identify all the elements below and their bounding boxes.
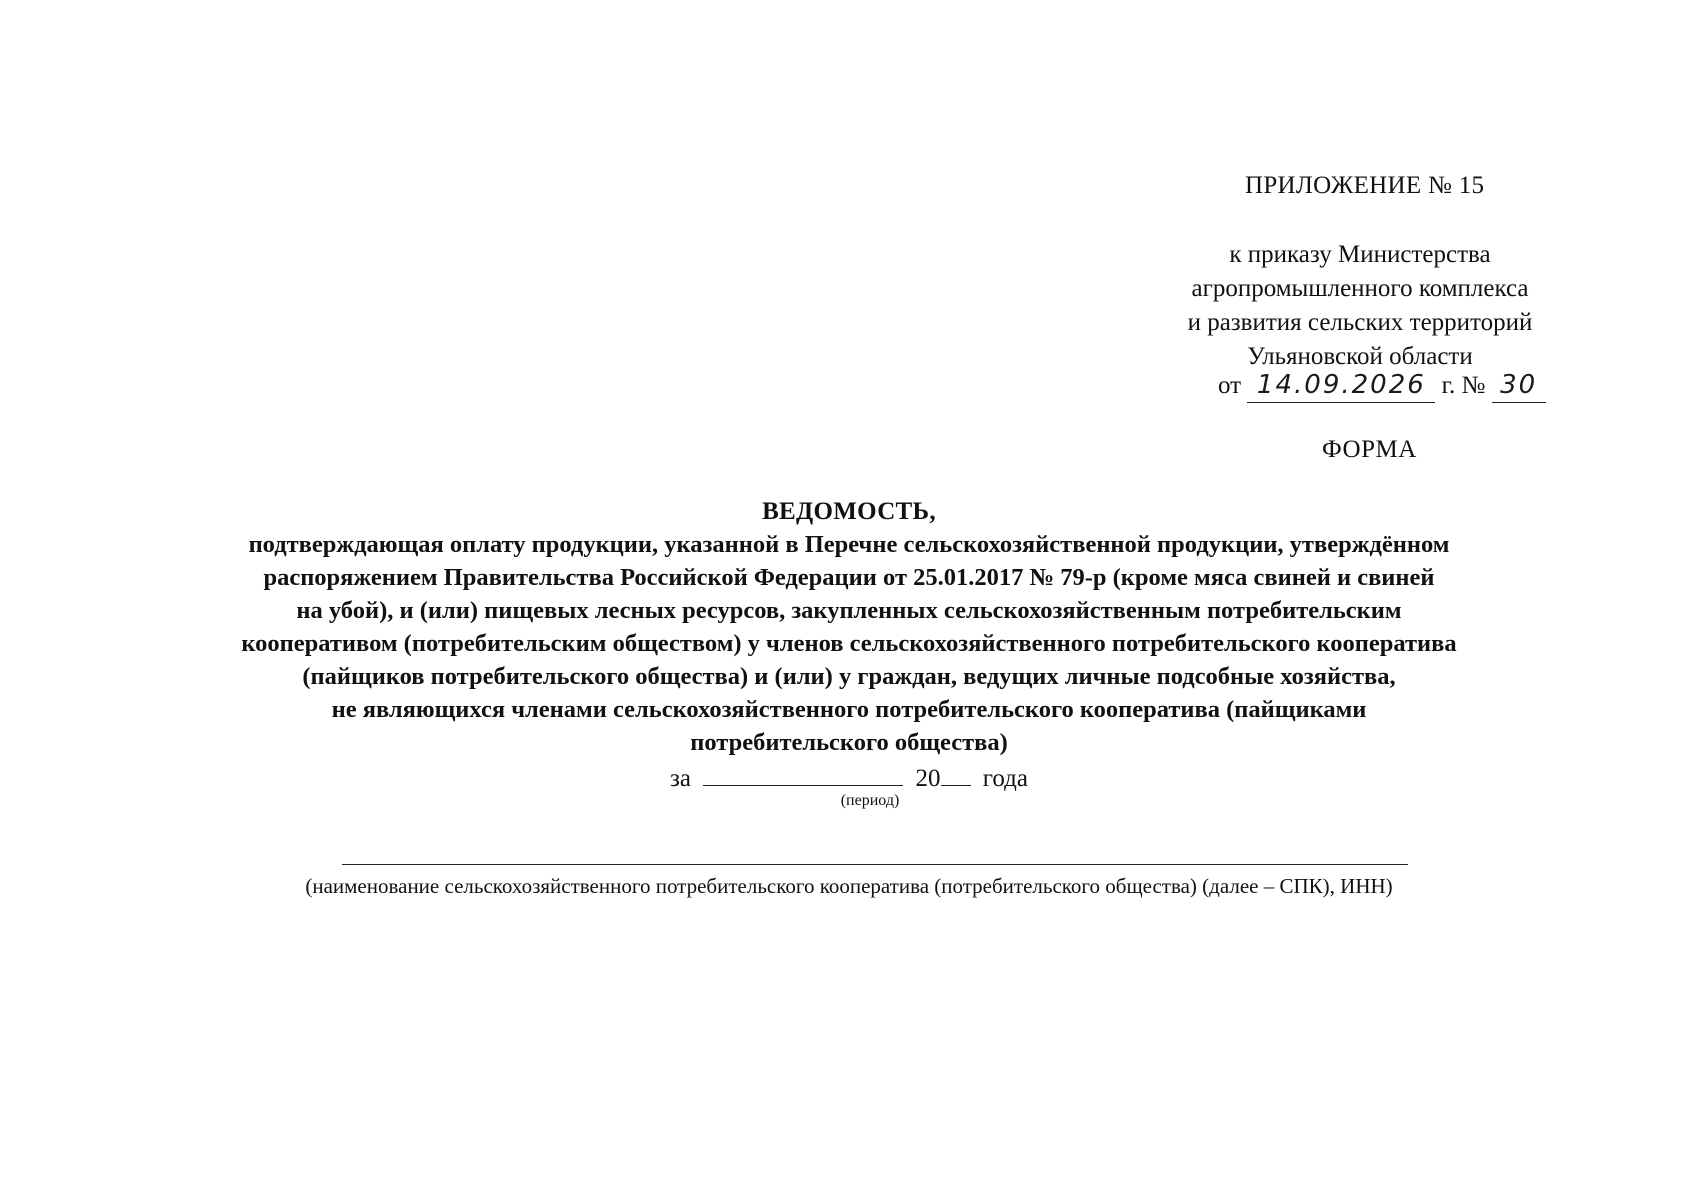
title-line: на убой), и (или) пищевых лесных ресурсов, закупленных сельскохозяйственным потребительским	[296, 597, 1402, 624]
document-title: ВЕДОМОСТЬ,	[762, 498, 936, 525]
organization-caption: (наименование сельскохозяйственного потребительского кооператива (потребительского общества) (далее – СПК), ИНН)	[305, 874, 1393, 898]
order-line: и развития сельских территорий	[1187, 309, 1533, 336]
title-line: распоряжением Правительства Российской Федерации от 25.01.2017 № 79-р (кроме мяса свиней и свиней	[263, 564, 1435, 591]
order-reference	[1150, 238, 1570, 374]
date-year-suffix: г. №	[1441, 372, 1486, 399]
title-line: потребительского общества)	[690, 729, 1008, 756]
period-year-blank-field[interactable]	[941, 763, 971, 786]
title-line: не являющихся членами сельскохозяйственного потребительского кооператива (пайщиками	[331, 696, 1367, 723]
order-date-line	[1218, 372, 1546, 403]
order-line: к приказу Министерства	[1229, 241, 1491, 268]
period-suffix: года	[982, 765, 1028, 792]
period-year-prefix: 20	[915, 765, 941, 792]
period-prefix: за	[670, 765, 691, 792]
title-line: (пайщиков потребительского общества) и (или) у граждан, ведущих личные подсобные хозяйства,	[302, 663, 1396, 690]
order-line: агропромышленного комплекса	[1191, 275, 1529, 302]
date-prefix: от	[1218, 372, 1242, 399]
handwritten-date: 14.09.2026	[1247, 372, 1435, 403]
organization-blank-field[interactable]	[342, 864, 1408, 865]
order-line: Ульяновской области	[1247, 343, 1473, 370]
document-title-description	[150, 528, 1548, 759]
title-line: кооперативом (потребительским обществом) у членов сельскохозяйственного потребительского кооператива	[241, 630, 1457, 657]
appendix-heading: ПРИЛОЖЕНИЕ № 15	[1245, 172, 1485, 199]
handwritten-order-number: 30	[1492, 372, 1546, 403]
period-blank-field[interactable]	[703, 763, 903, 786]
period-line	[0, 763, 1698, 793]
period-caption: (период)	[840, 792, 900, 809]
title-line: подтверждающая оплату продукции, указанной в Перечне сельскохозяйственной продукции, утверждённом	[248, 531, 1450, 558]
form-label: ФОРМА	[1322, 436, 1417, 463]
